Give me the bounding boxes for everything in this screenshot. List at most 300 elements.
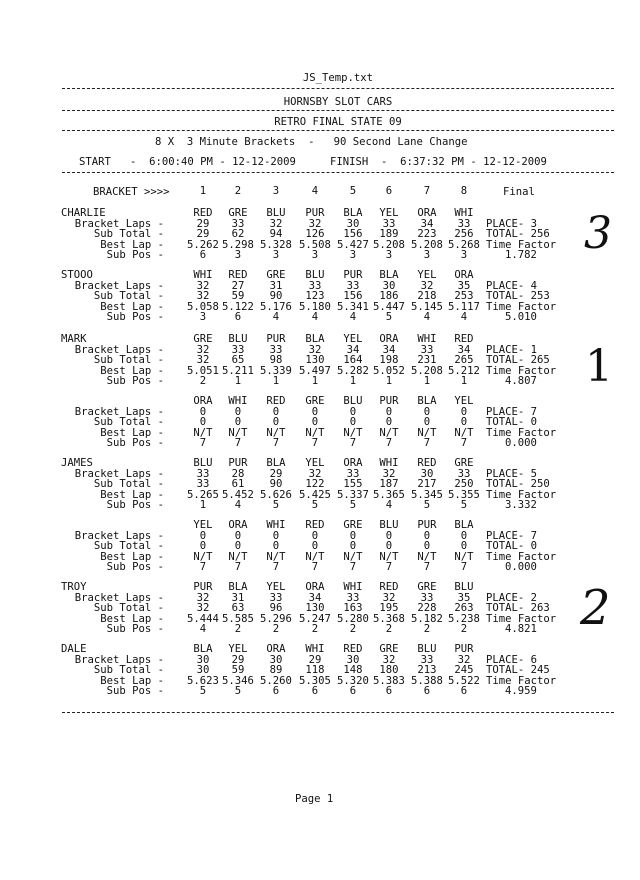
lane-color: RED (454, 333, 474, 345)
lane-color: BLU (379, 519, 399, 531)
result-cell: 1 (272, 375, 280, 387)
result-cell: 33 (420, 653, 434, 666)
place-value: PLACE- 7 (486, 405, 538, 418)
lane-color: WHI (193, 269, 213, 281)
result-cell: 6 (272, 685, 280, 697)
result-cell: 5 (385, 311, 393, 323)
result-cell: 263 (454, 602, 474, 614)
result-cell: N/T (454, 426, 474, 439)
row-label: Sub Total - (93, 416, 164, 428)
result-cell: 195 (379, 602, 399, 614)
result-cell: 0 (349, 529, 357, 542)
lane-color: GRE (454, 457, 474, 469)
result-cell: 0 (199, 529, 207, 542)
driver-name: DALE (61, 643, 87, 655)
result-cell: 7 (460, 437, 468, 449)
result-cell: 59 (231, 290, 245, 302)
result-cell: 7 (234, 561, 242, 573)
result-cell: 31 (269, 279, 283, 292)
result-cell: 7 (272, 437, 280, 449)
lane-color: ORA (305, 581, 325, 593)
lane-color: GRE (379, 643, 399, 655)
time-factor-label: Time Factor (486, 612, 557, 625)
lane-color: GRE (305, 395, 325, 407)
lane-color: RED (266, 395, 286, 407)
result-cell: 5.623 (187, 674, 219, 687)
result-cell: 2 (423, 623, 431, 635)
result-cell: 7 (460, 561, 468, 573)
result-cell: 122 (305, 478, 325, 490)
lane-color: BLU (417, 643, 437, 655)
row-label: Sub Pos - (106, 685, 164, 697)
lane-color: WHI (454, 207, 474, 219)
result-cell: 189 (379, 228, 399, 240)
result-cell: 5.355 (448, 488, 480, 501)
time-factor-value: 5.010 (505, 311, 537, 323)
bracket-header-label: BRACKET >>>> (93, 186, 170, 198)
result-cell: 33 (457, 217, 471, 230)
result-cell: 228 (417, 602, 437, 614)
result-cell: 256 (454, 228, 474, 240)
result-cell: 4 (272, 311, 280, 323)
result-cell: 32 (196, 279, 210, 292)
row-label: Best Lap - (100, 426, 164, 439)
result-cell: 3 (460, 249, 468, 261)
result-cell: N/T (228, 426, 248, 439)
result-cell: N/T (228, 550, 248, 563)
result-cell: 1 (349, 375, 357, 387)
result-cell: 4 (199, 623, 207, 635)
result-cell: 32 (420, 279, 434, 292)
result-cell: 0 (423, 405, 431, 418)
lane-color: YEL (454, 395, 474, 407)
result-cell: 5 (311, 499, 319, 511)
result-cell: 0 (423, 540, 431, 552)
result-cell: 5.247 (299, 612, 331, 625)
result-cell: 223 (417, 228, 437, 240)
result-cell: 126 (305, 228, 325, 240)
total-value: TOTAL- 263 (486, 602, 550, 614)
result-cell: 29 (196, 217, 210, 230)
result-cell: 30 (346, 217, 360, 230)
result-cell: 0 (349, 416, 357, 428)
result-cell: 3 (199, 311, 207, 323)
result-cell: 0 (460, 405, 468, 418)
row-label: Best Lap - (100, 238, 164, 251)
result-cell: 0 (199, 540, 207, 552)
result-cell: 30 (382, 279, 396, 292)
result-cell: 0 (423, 416, 431, 428)
result-cell: 265 (454, 354, 474, 366)
row-label: Best Lap - (100, 612, 164, 625)
time-factor-value: 0.000 (505, 561, 537, 573)
result-cell: 164 (343, 354, 363, 366)
result-cell: 3 (349, 249, 357, 261)
result-cell: 5.339 (260, 364, 292, 377)
result-cell: 30 (269, 653, 283, 666)
time-factor-value: 4.959 (505, 685, 537, 697)
result-cell: 5.425 (299, 488, 331, 501)
total-value: TOTAL- 0 (486, 416, 538, 428)
result-cell: 30 (346, 653, 360, 666)
result-cell: 32 (308, 217, 322, 230)
result-cell: 0 (385, 416, 393, 428)
result-cell: 5.383 (373, 674, 405, 687)
result-cell: 0 (272, 416, 280, 428)
result-cell: 5.388 (411, 674, 443, 687)
result-cell: 0 (311, 405, 319, 418)
result-cell: 35 (457, 279, 471, 292)
result-cell: 5.444 (187, 612, 219, 625)
result-cell: 30 (420, 467, 434, 480)
lane-color: BLA (193, 643, 213, 655)
result-cell: 7 (199, 437, 207, 449)
result-cell: 33 (231, 343, 245, 356)
result-cell: 0 (234, 529, 242, 542)
result-cell: N/T (305, 426, 325, 439)
result-cell: 33 (196, 467, 210, 480)
row-label: Sub Pos - (106, 437, 164, 449)
result-cell: 5.262 (187, 238, 219, 251)
result-cell: 0 (349, 405, 357, 418)
lane-color: YEL (379, 207, 399, 219)
lane-color: BLU (454, 581, 474, 593)
result-cell: 6 (460, 685, 468, 697)
place-value: PLACE- 3 (486, 217, 538, 230)
result-cell: 217 (417, 478, 437, 490)
result-cell: 187 (379, 478, 399, 490)
bracket-number: 6 (385, 185, 393, 197)
result-cell: 30 (196, 664, 210, 676)
total-value: TOTAL- 0 (486, 540, 538, 552)
handwritten-annotation: 3 (584, 208, 612, 259)
driver-name: CHARLIE (61, 207, 106, 219)
result-cell: 6 (199, 249, 207, 261)
lane-color: PUR (305, 207, 325, 219)
result-cell: 5.208 (411, 238, 443, 251)
final-header-label: Final (503, 186, 535, 198)
result-cell: 1 (460, 375, 468, 387)
result-cell: N/T (379, 426, 399, 439)
row-label: Bracket Laps - (74, 405, 164, 418)
total-value: TOTAL- 256 (486, 228, 550, 240)
result-cell: 34 (457, 343, 471, 356)
result-cell: N/T (193, 426, 213, 439)
result-cell: 2 (311, 623, 319, 635)
row-label: Sub Pos - (106, 311, 164, 323)
result-cell: 7 (385, 437, 393, 449)
result-cell: 155 (343, 478, 363, 490)
finish-time: FINISH - 6:37:32 PM - 12-12-2009 (330, 156, 547, 168)
lane-color: BLA (417, 395, 437, 407)
result-cell: 33 (420, 591, 434, 604)
result-cell: 2 (234, 623, 242, 635)
lane-color: YEL (417, 269, 437, 281)
result-cell: 65 (231, 354, 245, 366)
result-cell: 5.122 (222, 300, 254, 313)
time-factor-value: 0.000 (505, 437, 537, 449)
result-cell: 5.365 (373, 488, 405, 501)
result-cell: 5.497 (299, 364, 331, 377)
lane-color: YEL (343, 333, 363, 345)
row-label: Bracket Laps - (74, 279, 164, 292)
result-cell: 7 (385, 561, 393, 573)
result-cell: 7 (234, 437, 242, 449)
row-label: Bracket Laps - (74, 529, 164, 542)
row-label: Bracket Laps - (74, 217, 164, 230)
bracket-number: 8 (460, 185, 468, 197)
result-cell: 32 (196, 343, 210, 356)
result-cell: 5.296 (260, 612, 292, 625)
place-value: PLACE- 7 (486, 529, 538, 542)
result-cell: 33 (269, 591, 283, 604)
total-value: TOTAL- 250 (486, 478, 550, 490)
result-cell: 33 (346, 467, 360, 480)
result-cell: 32 (382, 591, 396, 604)
lane-color: GRE (417, 581, 437, 593)
result-cell: 148 (343, 664, 363, 676)
lane-color: BLU (266, 207, 286, 219)
result-cell: 4 (385, 499, 393, 511)
result-cell: N/T (379, 550, 399, 563)
time-factor-label: Time Factor (486, 674, 557, 687)
lane-color: RED (343, 643, 363, 655)
result-cell: N/T (305, 550, 325, 563)
time-factor-label: Time Factor (486, 364, 557, 377)
driver-name: STOOO (61, 269, 93, 281)
lane-color: GRE (266, 269, 286, 281)
start-time: START - 6:00:40 PM - 12-12-2009 (79, 156, 296, 168)
result-cell: 5.427 (337, 238, 369, 251)
result-cell: 1 (311, 375, 319, 387)
divider (62, 88, 614, 89)
lane-color: PUR (193, 581, 213, 593)
result-cell: 89 (269, 664, 283, 676)
lane-color: ORA (454, 269, 474, 281)
lane-color: PUR (454, 643, 474, 655)
lane-color: WHI (228, 395, 248, 407)
row-label: Bracket Laps - (74, 467, 164, 480)
result-cell: 0 (234, 540, 242, 552)
result-cell: 7 (199, 561, 207, 573)
page-number: Page 1 (295, 793, 334, 805)
result-cell: 5.051 (187, 364, 219, 377)
row-label: Sub Pos - (106, 249, 164, 261)
result-cell: 5.265 (187, 488, 219, 501)
lane-color: BLA (266, 457, 286, 469)
row-label: Bracket Laps - (74, 591, 164, 604)
result-cell: 28 (231, 467, 245, 480)
result-cell: 90 (269, 290, 283, 302)
place-value: PLACE- 4 (486, 279, 538, 292)
result-cell: 34 (308, 591, 322, 604)
result-cell: 6 (385, 685, 393, 697)
result-cell: 4 (311, 311, 319, 323)
result-cell: 163 (343, 602, 363, 614)
lane-color: WHI (266, 519, 286, 531)
lane-color: BLA (454, 519, 474, 531)
result-cell: 7 (423, 437, 431, 449)
result-cell: 0 (272, 540, 280, 552)
result-cell: 29 (196, 228, 210, 240)
total-value: TOTAL- 245 (486, 664, 550, 676)
result-cell: 5.368 (373, 612, 405, 625)
result-cell: 4 (460, 311, 468, 323)
result-cell: 34 (420, 217, 434, 230)
result-cell: 32 (196, 354, 210, 366)
result-cell: 63 (231, 602, 245, 614)
time-factor-value: 3.332 (505, 499, 537, 511)
result-cell: N/T (193, 550, 213, 563)
result-cell: 62 (231, 228, 245, 240)
result-cell: 0 (311, 416, 319, 428)
result-cell: 29 (269, 467, 283, 480)
result-cell: 5.452 (222, 488, 254, 501)
result-cell: 5.341 (337, 300, 369, 313)
row-label: Sub Total - (93, 664, 164, 676)
result-cell: 33 (196, 478, 210, 490)
handwritten-annotation: 1 (585, 341, 613, 392)
result-cell: 7 (272, 561, 280, 573)
result-cell: 5.180 (299, 300, 331, 313)
row-label: Sub Total - (93, 290, 164, 302)
lane-color: RED (417, 457, 437, 469)
result-cell: 33 (308, 279, 322, 292)
result-cell: 3 (234, 249, 242, 261)
result-cell: 33 (457, 467, 471, 480)
lane-color: PUR (228, 457, 248, 469)
result-cell: 5.117 (448, 300, 480, 313)
result-cell: 32 (382, 653, 396, 666)
result-cell: 5.337 (337, 488, 369, 501)
lane-color: YEL (266, 581, 286, 593)
lane-color: ORA (193, 395, 213, 407)
driver-name: JAMES (61, 457, 93, 469)
result-cell: 0 (199, 416, 207, 428)
place-value: PLACE- 1 (486, 343, 538, 356)
result-cell: 5 (272, 499, 280, 511)
result-cell: 156 (343, 228, 363, 240)
time-factor-value: 4.807 (505, 375, 537, 387)
divider (62, 172, 614, 173)
result-cell: 61 (231, 478, 245, 490)
result-cell: 96 (269, 602, 283, 614)
lane-color: PUR (379, 395, 399, 407)
result-cell: 5.305 (299, 674, 331, 687)
time-factor-value: 1.782 (505, 249, 537, 261)
result-cell: 33 (346, 279, 360, 292)
result-cell: 1 (423, 375, 431, 387)
result-cell: 32 (196, 290, 210, 302)
result-cell: 5 (199, 685, 207, 697)
lane-color: PUR (417, 519, 437, 531)
result-cell: N/T (343, 550, 363, 563)
result-cell: 33 (420, 343, 434, 356)
result-cell: 5 (423, 499, 431, 511)
lane-color: WHI (343, 581, 363, 593)
result-cell: 130 (305, 602, 325, 614)
result-cell: 5.176 (260, 300, 292, 313)
result-cell: 3 (311, 249, 319, 261)
result-cell: 33 (346, 591, 360, 604)
lane-color: ORA (379, 333, 399, 345)
result-cell: 0 (272, 405, 280, 418)
result-cell: 32 (269, 217, 283, 230)
result-cell: 7 (349, 561, 357, 573)
result-cell: 218 (417, 290, 437, 302)
lane-color: BLA (228, 581, 248, 593)
lane-color: YEL (228, 643, 248, 655)
result-cell: 2 (199, 375, 207, 387)
row-label: Sub Total - (93, 354, 164, 366)
lane-color: BLU (305, 269, 325, 281)
result-cell: 5.522 (448, 674, 480, 687)
bracket-number: 5 (349, 185, 357, 197)
result-cell: 31 (231, 591, 245, 604)
result-cell: 34 (346, 343, 360, 356)
lane-color: GRE (228, 207, 248, 219)
result-cell: 32 (196, 602, 210, 614)
result-cell: 3 (423, 249, 431, 261)
result-cell: 5.058 (187, 300, 219, 313)
row-label: Sub Total - (93, 540, 164, 552)
handwritten-annotation: 2 (580, 580, 611, 636)
result-cell: 5.298 (222, 238, 254, 251)
result-cell: 186 (379, 290, 399, 302)
row-label: Sub Total - (93, 478, 164, 490)
result-cell: 29 (231, 653, 245, 666)
place-value: PLACE- 5 (486, 467, 538, 480)
row-label: Best Lap - (100, 364, 164, 377)
result-cell: 3 (385, 249, 393, 261)
result-cell: 5.208 (373, 238, 405, 251)
lane-color: WHI (417, 333, 437, 345)
result-cell: 231 (417, 354, 437, 366)
result-cell: N/T (454, 550, 474, 563)
total-value: TOTAL- 253 (486, 290, 550, 302)
result-cell: N/T (343, 426, 363, 439)
result-cell: 0 (423, 529, 431, 542)
result-cell: 130 (305, 354, 325, 366)
result-cell: N/T (266, 550, 286, 563)
result-cell: 2 (272, 623, 280, 635)
row-label: Best Lap - (100, 488, 164, 501)
bracket-number: 4 (311, 185, 319, 197)
result-cell: 7 (311, 437, 319, 449)
club-title: HORNSBY SLOT CARS (283, 96, 393, 108)
time-factor-label: Time Factor (486, 550, 557, 563)
result-cell: 7 (349, 437, 357, 449)
result-cell: 253 (454, 290, 474, 302)
result-cell: 5.320 (337, 674, 369, 687)
result-cell: 245 (454, 664, 474, 676)
row-label: Sub Total - (93, 602, 164, 614)
result-cell: 34 (382, 343, 396, 356)
divider (62, 130, 614, 131)
bracket-number: 1 (199, 185, 207, 197)
lane-color: GRE (193, 333, 213, 345)
result-cell: 5.328 (260, 238, 292, 251)
time-factor-label: Time Factor (486, 238, 557, 251)
result-cell: 118 (305, 664, 325, 676)
result-cell: 6 (311, 685, 319, 697)
result-cell: 5.260 (260, 674, 292, 687)
lane-color: BLA (343, 207, 363, 219)
result-cell: 32 (308, 343, 322, 356)
result-cell: 2 (349, 623, 357, 635)
result-cell: 5.280 (337, 612, 369, 625)
result-cell: 5 (349, 499, 357, 511)
